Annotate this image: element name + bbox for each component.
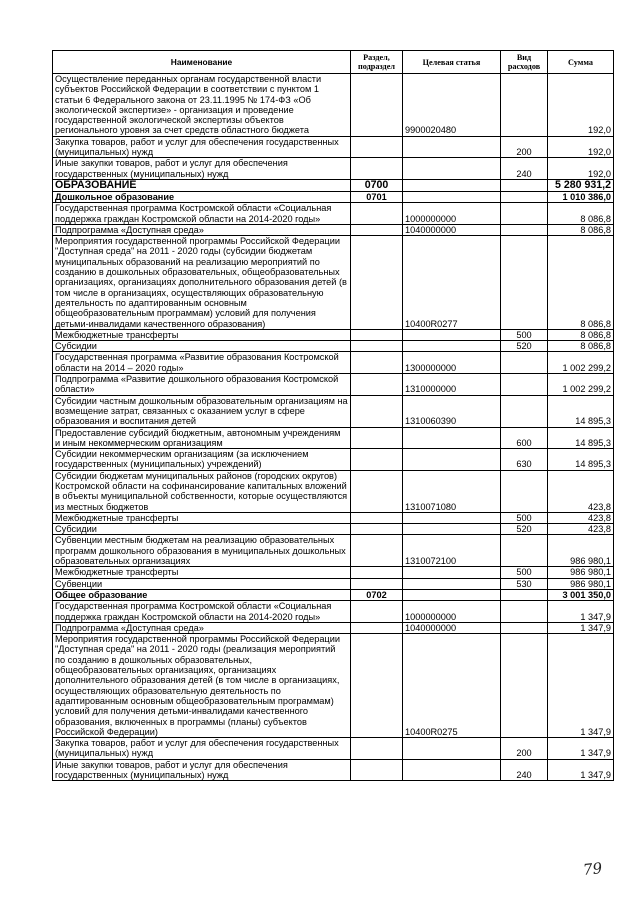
cell-section xyxy=(351,634,403,738)
cell-type: 630 xyxy=(501,449,548,471)
cell-type xyxy=(501,236,548,330)
cell-name: Межбюджетные трансферты xyxy=(53,512,351,523)
cell-sum: 1 002 299,2 xyxy=(548,374,614,396)
cell-section xyxy=(351,578,403,589)
cell-type: 520 xyxy=(501,524,548,535)
cell-type xyxy=(501,622,548,633)
cell-section xyxy=(351,535,403,567)
cell-type: 500 xyxy=(501,329,548,340)
document-page xyxy=(52,50,613,781)
cell-type xyxy=(501,224,548,235)
header-type: Вид расходов xyxy=(501,51,548,74)
cell-target: 1300000000 xyxy=(403,352,501,374)
cell-sum: 986 980,1 xyxy=(548,578,614,589)
table-row xyxy=(53,759,614,781)
cell-sum: 1 347,9 xyxy=(548,634,614,738)
cell-section xyxy=(351,158,403,180)
budget-table xyxy=(52,50,614,781)
cell-type xyxy=(501,634,548,738)
table-row xyxy=(53,449,614,471)
cell-section xyxy=(351,395,403,427)
cell-type xyxy=(501,601,548,623)
cell-sum: 1 002 299,2 xyxy=(548,352,614,374)
cell-sum: 8 086,8 xyxy=(548,224,614,235)
table-row xyxy=(53,395,614,427)
cell-sum: 192,0 xyxy=(548,136,614,158)
cell-name: Иные закупки товаров, работ и услуг для обеспечения государственных (муниципальных) нужд xyxy=(53,158,351,180)
cell-section: 0700 xyxy=(351,179,403,191)
cell-section xyxy=(351,524,403,535)
cell-name: Закупка товаров, работ и услуг для обеспечения государственных (муниципальных) нужд xyxy=(53,136,351,158)
cell-section xyxy=(351,236,403,330)
cell-type xyxy=(501,589,548,600)
cell-target xyxy=(403,738,501,760)
table-row xyxy=(53,374,614,396)
cell-target xyxy=(403,136,501,158)
table-row xyxy=(53,74,614,137)
cell-target xyxy=(403,589,501,600)
table-body xyxy=(53,74,614,781)
cell-target: 1310060390 xyxy=(403,395,501,427)
cell-name: Межбюджетные трансферты xyxy=(53,567,351,578)
cell-type xyxy=(501,470,548,512)
table-row xyxy=(53,236,614,330)
table-header-row xyxy=(53,51,614,74)
cell-type: 200 xyxy=(501,136,548,158)
table-row xyxy=(53,352,614,374)
cell-name: Государственная программа Костромской области «Социальная поддержка граждан Костромской области на 2014-2020 годы» xyxy=(53,203,351,225)
cell-target: 1000000000 xyxy=(403,601,501,623)
table-row xyxy=(53,589,614,600)
cell-type xyxy=(501,352,548,374)
cell-sum: 423,8 xyxy=(548,512,614,523)
cell-sum: 14 895,3 xyxy=(548,395,614,427)
cell-sum: 1 347,9 xyxy=(548,759,614,781)
cell-target: 1040000000 xyxy=(403,622,501,633)
cell-sum: 8 086,8 xyxy=(548,329,614,340)
cell-sum: 192,0 xyxy=(548,158,614,180)
cell-section xyxy=(351,352,403,374)
cell-type xyxy=(501,191,548,202)
cell-name: Закупка товаров, работ и услуг для обеспечения государственных (муниципальных) нужд xyxy=(53,738,351,760)
cell-name: Общее образование xyxy=(53,589,351,600)
cell-sum: 14 895,3 xyxy=(548,449,614,471)
header-sum: Сумма xyxy=(548,51,614,74)
header-name: Наименование xyxy=(53,51,351,74)
table-row xyxy=(53,224,614,235)
cell-name: Мероприятия государственной программы Российской Федерации "Доступная среда" на 2011 - 2020 годы (субсидии бюджетам муниципальных образований на реализацию мероприятий по созданию в дошкольных образовательных, общеобразовательных организациях, организациях дополнительного образования детей (в том числе в организациях, осуществляющих образовательную деятельность по адаптированным основным общеобразовательным программам) условий для получения детьми-инвалидами качественного образования) xyxy=(53,236,351,330)
table-row xyxy=(53,738,614,760)
cell-target xyxy=(403,329,501,340)
cell-section xyxy=(351,470,403,512)
cell-name: Государственная программа «Развитие образования Костромской области на 2014 – 2020 годы» xyxy=(53,352,351,374)
cell-section: 0702 xyxy=(351,589,403,600)
cell-name: Государственная программа Костромской области «Социальная поддержка граждан Костромской области на 2014-2020 годы» xyxy=(53,601,351,623)
cell-target xyxy=(403,567,501,578)
table-row xyxy=(53,341,614,352)
cell-section xyxy=(351,427,403,449)
cell-section xyxy=(351,329,403,340)
cell-name: Субсидии частным дошкольным образовательным организациям на возмещение затрат, связанных с оказанием услуг в сфере образования и воспитания детей xyxy=(53,395,351,427)
cell-target: 1310072100 xyxy=(403,535,501,567)
cell-name: Субсидии бюджетам муниципальных районов (городских округов) Костромской области на софинансирование капитальных вложений в объекты муниципальной собственности, которые осуществляются из местных бюджетов xyxy=(53,470,351,512)
cell-target: 1040000000 xyxy=(403,224,501,235)
cell-type: 520 xyxy=(501,341,548,352)
cell-type xyxy=(501,395,548,427)
cell-target xyxy=(403,759,501,781)
table-row xyxy=(53,524,614,535)
table-row xyxy=(53,158,614,180)
cell-target xyxy=(403,191,501,202)
cell-target xyxy=(403,578,501,589)
table-row xyxy=(53,578,614,589)
cell-type xyxy=(501,74,548,137)
cell-name: Субсидии xyxy=(53,341,351,352)
cell-name: ОБРАЗОВАНИЕ xyxy=(53,179,351,191)
table-row xyxy=(53,470,614,512)
cell-sum: 1 347,9 xyxy=(548,601,614,623)
cell-target xyxy=(403,524,501,535)
cell-name: Мероприятия государственной программы Российской Федерации "Доступная среда" на 2011 - 2020 годы (реализация мероприятий по созданию в дошкольных образовательных, общеобразовательных организациях, организациях дополнительного образования детей (в том числе в организациях, осуществляющих образовательную деятельность по адаптированным основным общеобразовательным программам) условий для получения детьми-инвалидами качественного образования, включенных в программы (планы) субъектов Российской Федерации) xyxy=(53,634,351,738)
table-row xyxy=(53,512,614,523)
cell-type: 240 xyxy=(501,759,548,781)
cell-sum: 5 280 931,2 xyxy=(548,179,614,191)
cell-sum: 192,0 xyxy=(548,74,614,137)
cell-sum: 986 980,1 xyxy=(548,567,614,578)
table-row xyxy=(53,203,614,225)
cell-type xyxy=(501,374,548,396)
cell-section xyxy=(351,203,403,225)
cell-section xyxy=(351,136,403,158)
cell-type: 200 xyxy=(501,738,548,760)
table-row xyxy=(53,329,614,340)
cell-sum: 423,8 xyxy=(548,470,614,512)
cell-type xyxy=(501,535,548,567)
cell-target: 1310071080 xyxy=(403,470,501,512)
page-number: 79 xyxy=(582,859,603,879)
cell-sum: 8 086,8 xyxy=(548,341,614,352)
table-row xyxy=(53,179,614,191)
cell-name: Подпрограмма «Доступная среда» xyxy=(53,622,351,633)
cell-type: 500 xyxy=(501,512,548,523)
cell-name: Субсидии xyxy=(53,524,351,535)
cell-target: 10400R0275 xyxy=(403,634,501,738)
cell-section xyxy=(351,567,403,578)
cell-name: Субсидии некоммерческим организациям (за исключением государственных (муниципальных) учреждений) xyxy=(53,449,351,471)
cell-target: 10400R0277 xyxy=(403,236,501,330)
cell-section xyxy=(351,759,403,781)
cell-section xyxy=(351,738,403,760)
cell-sum: 14 895,3 xyxy=(548,427,614,449)
table-row xyxy=(53,427,614,449)
cell-target xyxy=(403,158,501,180)
header-target: Целевая статья xyxy=(403,51,501,74)
cell-section xyxy=(351,601,403,623)
cell-target: 1310000000 xyxy=(403,374,501,396)
cell-section xyxy=(351,374,403,396)
cell-name: Осуществление переданных органам государственной власти субъектов Российской Федерации в соответствии с пунктом 1 статьи 6 Федерального закона от 23.11.1995 № 174-ФЗ «Об экологической экспертизе» - организация и проведение государственной экологической экспертизы объектов регионального уровня за счет средств областного бюджета xyxy=(53,74,351,137)
cell-target: 1000000000 xyxy=(403,203,501,225)
cell-sum: 423,8 xyxy=(548,524,614,535)
table-row xyxy=(53,634,614,738)
cell-section xyxy=(351,449,403,471)
cell-sum: 3 001 350,0 xyxy=(548,589,614,600)
cell-section xyxy=(351,224,403,235)
table-row xyxy=(53,567,614,578)
cell-target xyxy=(403,512,501,523)
table-row xyxy=(53,191,614,202)
cell-name: Подпрограмма «Развитие дошкольного образования Костромской области» xyxy=(53,374,351,396)
cell-type: 530 xyxy=(501,578,548,589)
cell-type: 240 xyxy=(501,158,548,180)
cell-sum: 986 980,1 xyxy=(548,535,614,567)
cell-target xyxy=(403,449,501,471)
table-row xyxy=(53,535,614,567)
cell-section xyxy=(351,622,403,633)
cell-target xyxy=(403,179,501,191)
cell-section xyxy=(351,74,403,137)
cell-sum: 1 347,9 xyxy=(548,738,614,760)
cell-name: Иные закупки товаров, работ и услуг для обеспечения государственных (муниципальных) нужд xyxy=(53,759,351,781)
cell-type xyxy=(501,203,548,225)
cell-sum: 8 086,8 xyxy=(548,236,614,330)
cell-name: Межбюджетные трансферты xyxy=(53,329,351,340)
cell-section: 0701 xyxy=(351,191,403,202)
cell-name: Предоставление субсидий бюджетным, автономным учреждениям и иным некоммерческим организациям xyxy=(53,427,351,449)
cell-section xyxy=(351,341,403,352)
cell-sum: 8 086,8 xyxy=(548,203,614,225)
cell-type: 500 xyxy=(501,567,548,578)
cell-target xyxy=(403,341,501,352)
table-row xyxy=(53,601,614,623)
cell-name: Подпрограмма «Доступная среда» xyxy=(53,224,351,235)
cell-sum: 1 010 386,0 xyxy=(548,191,614,202)
table-row xyxy=(53,622,614,633)
cell-section xyxy=(351,512,403,523)
table-row xyxy=(53,136,614,158)
cell-target: 9900020480 xyxy=(403,74,501,137)
cell-type xyxy=(501,179,548,191)
cell-name: Субвенции xyxy=(53,578,351,589)
cell-name: Субвенции местным бюджетам на реализацию образовательных программ дошкольного образования в муниципальных дошкольных образовательных организациях xyxy=(53,535,351,567)
cell-target xyxy=(403,427,501,449)
cell-name: Дошкольное образование xyxy=(53,191,351,202)
cell-sum: 1 347,9 xyxy=(548,622,614,633)
header-section: Раздел, подраздел xyxy=(351,51,403,74)
cell-type: 600 xyxy=(501,427,548,449)
